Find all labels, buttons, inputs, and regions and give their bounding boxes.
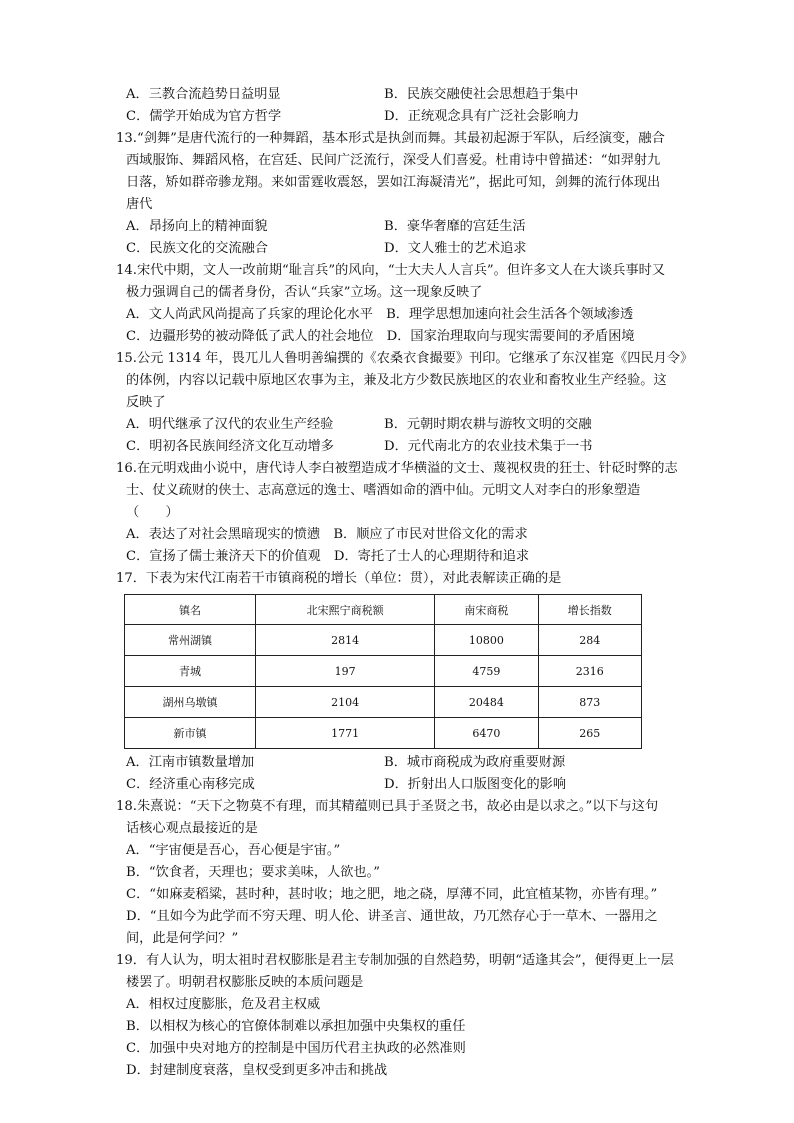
table-cell: 1771 (256, 718, 435, 749)
tax-table-header: 北宋熙宁商税额 (256, 595, 435, 625)
table-cell: 265 (538, 718, 641, 749)
q15-option-b[interactable]: B．元朝时期农耕与游牧文明的交融 (384, 417, 592, 432)
table-cell: 20484 (435, 687, 538, 718)
q18-option-c[interactable]: C．“如麻麦稻粱，甚时种，甚时收；地之肥，地之硗，厚薄不同，此宜植某物，亦皆有理。” (126, 887, 658, 902)
q12-option-b[interactable]: B．民族交融使社会思想趋于集中 (384, 87, 579, 102)
q13-options-row1 (116, 216, 696, 238)
q15-stem-line-1: 15.公元 1314 年，畏兀儿人鲁明善编撰的《农桑衣食撮要》刊印。它继承了东汉崔寔《四民月令》 (116, 351, 694, 366)
tax-table-header: 增长指数 (538, 595, 641, 625)
tax-table-header: 南宋商税 (435, 595, 538, 625)
table-cell: 6470 (435, 718, 538, 749)
q12-option-a[interactable]: A．三教合流趋势日益明显 (126, 87, 281, 102)
q14-options-cd[interactable]: C．边疆形势的被动降低了武人的社会地位 D．国家治理取向与现实需要间的矛盾困境 (126, 329, 635, 344)
q13-option-b[interactable]: B．豪华奢靡的宫廷生活 (384, 219, 526, 234)
table-cell: 2814 (256, 625, 435, 656)
q18-option-b[interactable]: B．“饮食者，天理也；要求美味，人欲也。” (126, 865, 380, 880)
q18-stem-line-2: 话核心观点最接近的是 (126, 821, 258, 836)
q13-option-d[interactable]: D．文人雅士的艺术追求 (384, 241, 527, 256)
table-cell: 197 (256, 656, 435, 687)
q15-options-row1 (116, 414, 696, 436)
table-cell: 2104 (256, 687, 435, 718)
q13-options-row2 (116, 238, 696, 260)
q19-option-a[interactable]: A．相权过度膨胀，危及君主权威 (126, 997, 321, 1012)
q16-answer-blank: （ ） (126, 505, 179, 520)
q16-options-ab[interactable]: A．表达了对社会黑暗现实的愤懑 B．顺应了市民对世俗文化的需求 (126, 527, 528, 542)
q12-options-row1 (116, 84, 696, 106)
q13-option-a[interactable]: A．昂扬向上的精神面貌 (126, 219, 268, 234)
exam-page (116, 84, 696, 1082)
q19-stem-line-2: 楼罢了。明朝君权膨胀反映的本质问题是 (126, 975, 364, 990)
table-cell-town: 青城 (125, 656, 256, 687)
table-cell: 873 (538, 687, 641, 718)
table-cell-town: 常州湖镇 (125, 625, 256, 656)
table-cell: 284 (538, 625, 641, 656)
q12-option-d[interactable]: D．正统观念具有广泛社会影响力 (384, 109, 580, 124)
table-row (125, 625, 642, 656)
q13-option-c[interactable]: C．民族文化的交流融合 (126, 241, 268, 256)
tax-table-header: 镇名 (125, 595, 256, 625)
q18-option-d-cont: 间，此是何学问？” (126, 931, 239, 946)
table-cell-town: 新市镇 (125, 718, 256, 749)
q17-option-a[interactable]: A．江南市镇数量增加 (126, 755, 255, 770)
q17-option-b[interactable]: B．城市商税成为政府重要财源 (384, 755, 566, 770)
q16-options-cd[interactable]: C．宣扬了儒士兼济天下的价值观 D．寄托了士人的心理期待和追求 (126, 549, 530, 564)
q12-options-row2 (116, 106, 696, 128)
q17-options-row1 (116, 752, 696, 774)
q15-option-d[interactable]: D．元代南北方的农业技术集于一书 (384, 439, 593, 454)
q15-option-c[interactable]: C．明初各民族间经济文化互动增多 (126, 439, 334, 454)
q15-stem-line-3: 反映了 (126, 395, 166, 410)
q13-stem-line-3: 日落，矫如群帝骖龙翔。来如雷霆收震怒，罢如江海凝清光”，据此可知，剑舞的流行体现出 (126, 175, 661, 190)
table-row (125, 718, 642, 749)
q18-option-d[interactable]: D．“且如今为此学而不穷天理、明人伦、讲圣言、通世故，乃兀然存心于一草木、一器用之 (126, 909, 658, 924)
q18-option-a[interactable]: A．“宇宙便是吾心，吾心便是宇宙。” (126, 843, 341, 858)
table-cell: 10800 (435, 625, 538, 656)
q17-options-row2 (116, 774, 696, 796)
q14-stem-line-2: 极力强调自己的儒者身份，否认“兵家”立场。这一现象反映了 (126, 285, 483, 300)
q19-option-b[interactable]: B．以相权为核心的官僚体制难以承担加强中央集权的重任 (126, 1019, 466, 1034)
table-row (125, 656, 642, 687)
q15-stem-line-2: 的体例，内容以记载中原地区农事为主，兼及北方少数民族地区的农业和畜牧业生产经验。这 (126, 373, 667, 388)
q19-option-c[interactable]: C．加强中央对地方的控制是中国历代君主执政的必然准则 (126, 1041, 466, 1056)
tax-table-header-row (125, 595, 642, 625)
table-cell: 4759 (435, 656, 538, 687)
q13-stem-line-2: 西域服饰、舞蹈风格，在宫廷、民间广泛流行，深受人们喜爱。杜甫诗中曾描述：“如羿射九 (126, 153, 661, 168)
q19-stem-line-1: 19．有人认为，明太祖时君权膨胀是君主专制加强的自然趋势，明朝“适逢其会”，便得更上一层 (116, 953, 674, 968)
q18-stem-line-1: 18.朱熹说：“天下之物莫不有理，而其精蕴则已具于圣贤之书，故必由是以求之。”以下与这句 (116, 799, 659, 814)
q14-stem-line-1: 14.宋代中期，文人一改前期“耻言兵”的风向，“士大夫人人言兵”。但许多文人在大谈兵事时又 (116, 263, 666, 278)
q16-stem-line-2: 士、仗义疏财的侠士、志高意远的逸士、嗜酒如命的酒中仙。元明文人对李白的形象塑造 (126, 483, 641, 498)
table-cell-town: 湖州乌墩镇 (125, 687, 256, 718)
q14-options-ab[interactable]: A．文人尚武风尚提高了兵家的理论化水平 B．理学思想加速向社会生活各个领域渗透 (126, 307, 634, 322)
q17-option-d[interactable]: D．折射出人口版图变化的影响 (384, 777, 567, 792)
q13-stem-line-1: 13.“剑舞”是唐代流行的一种舞蹈，基本形式是执剑而舞。其最初起源于军队，后经演变，融合 (116, 131, 665, 146)
table-row (125, 687, 642, 718)
table-cell: 2316 (538, 656, 641, 687)
q19-option-d[interactable]: D．封建制度衰落，皇权受到更多冲击和挑战 (126, 1063, 388, 1078)
q15-option-a[interactable]: A．明代继承了汉代的农业生产经验 (126, 417, 334, 432)
q13-stem-line-4: 唐代 (126, 197, 153, 212)
tax-table (124, 594, 642, 749)
q15-options-row2 (116, 436, 696, 458)
q12-option-c[interactable]: C．儒学开始成为官方哲学 (126, 109, 282, 124)
q16-stem-line-1: 16.在元明戏曲小说中，唐代诗人李白被塑造成才华横溢的文士、蔑视权贵的狂士、针砭时弊的志 (116, 461, 678, 476)
q17-option-c[interactable]: C．经济重心南移完成 (126, 777, 255, 792)
q17-stem: 17．下表为宋代江南若干市镇商税的增长（单位：贯），对此表解读正确的是 (116, 571, 562, 586)
